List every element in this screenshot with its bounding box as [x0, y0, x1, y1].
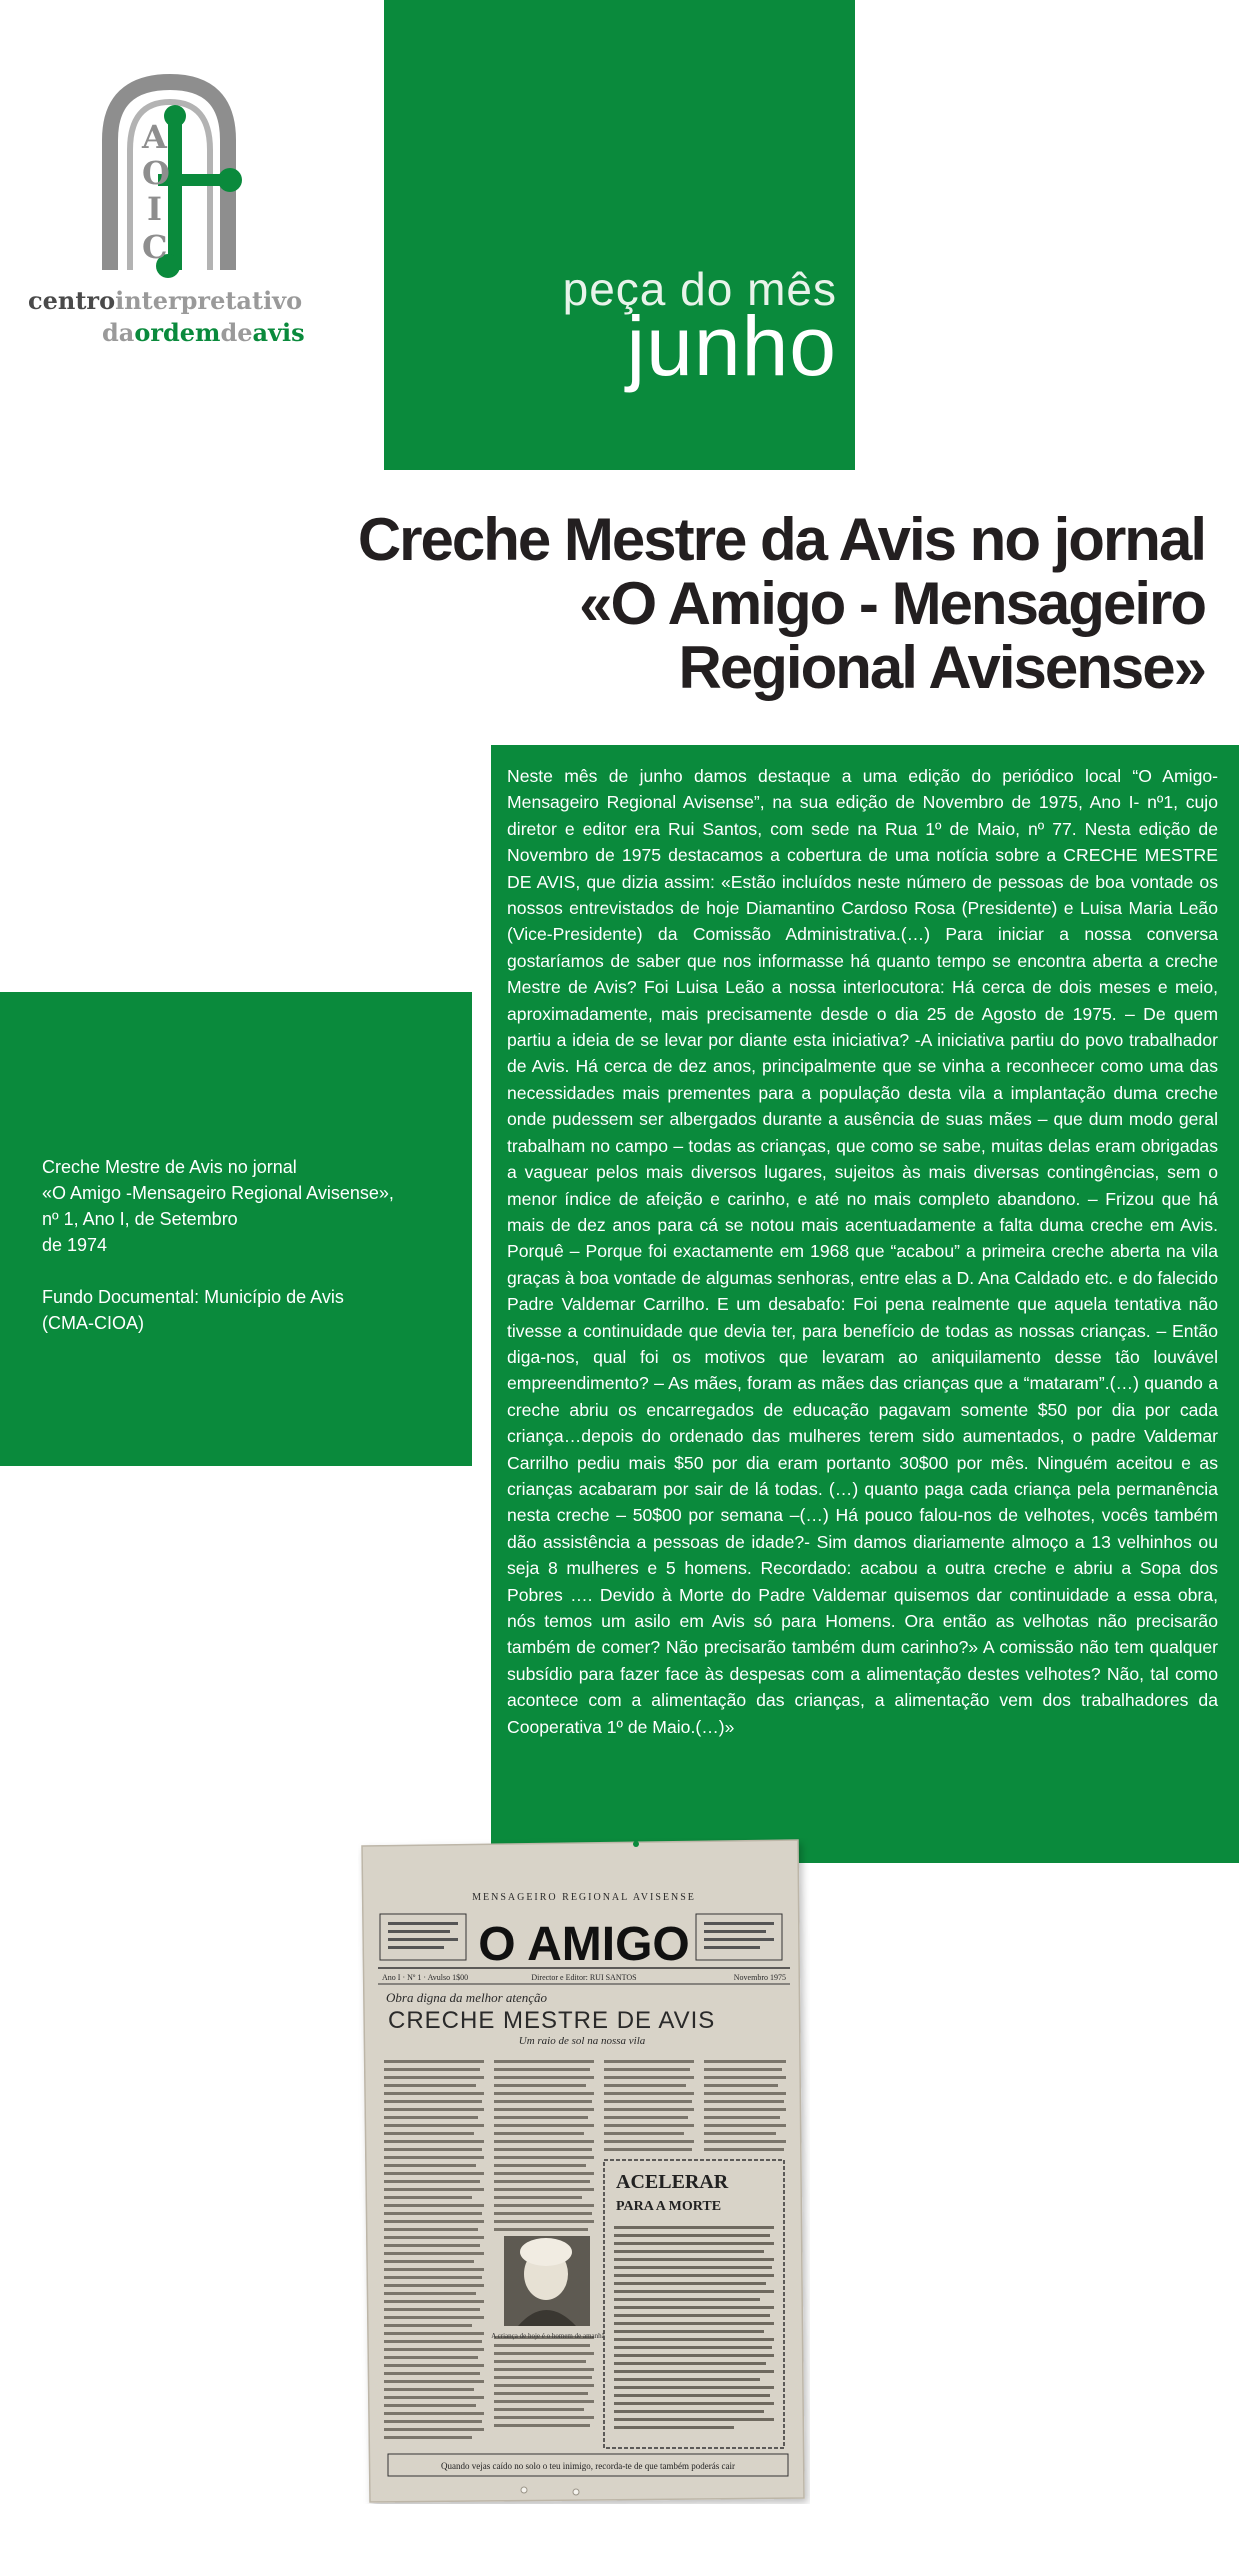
newspaper-headline: CRECHE MESTRE DE AVIS [388, 2007, 716, 2034]
page-title [305, 508, 1205, 700]
newspaper-photo [358, 1838, 810, 2504]
object-caption: Creche Mestre de Avis no jornal «O Amigo -Mensageiro Regional Avisense», nº 1, Ano I, de Setembro de 1974 Fundo Documental: Município de Avis (CMA-CIOA) [42, 1157, 394, 1333]
portrait-caption: A criança de hoje é o homem de amanhã [491, 2332, 605, 2340]
cioa-cross-emblem [20, 70, 350, 286]
logo-wordmark-line2: daordemdeavis [102, 318, 305, 347]
article-body: Neste mês de junho damos destaque a uma edição do periódico local “O Amigo-Mensageiro Regional Avisense”, na sua edição de Novembro de 1975, Ano I- nº1, cujo diretor e editor era Rui Santos, com sede na Rua 1º de Maio, nº 77. Nesta edição de Novembro de 1975 destacamos a cobertura de uma notícia sobre a CRECHE MESTRE DE AVIS, que dizia assim: «Estão incluídos neste número de pessoas de boa vontade os nossos entrevistados de hoje Diamantino Cardoso Rosa (Presidente) e Luisa Maria Leão (Vice-Presidente) da Comissão Administrativa.(…) Para iniciar a nossa conversa gostaríamos de saber que nos informasse há quanto tempo se encontra aberta a creche Mestre de Avis? Foi Luisa Leão a nossa interlocutora: Há cerca de dois meses e meio, aproximadamente, mais precisamente desde o dia 25 de Agosto de 1975. – De quem partiu a ideia de se levar por diante esta iniciativa? -A iniciativa partiu do povo trabalhador de Avis. Há cerca de dez anos, principalmente que se vinha a reconhecer como uma das necessidades mais prementes para a população desta vila a implantação duma creche onde pudessem ser albergados durante a ausência de suas mães – que dum modo geral trabalham no campo – todas as crianças, que como se sabe, muitas delas eram obrigadas a vaguear pelos mais diversos lugares, sujeitos às mais diversas contingências, sem o menor índice de afeição e carinho, e até no mais completo abandono. – Frizou que há mais de dez anos para cá se notou mais acentuadamente a falta duma creche em Avis. Porquê – Porque foi exactamente em 1968 que “acabou” a primeira creche aberta na vila graças à boa vontade de algumas senhoras, entre elas a D. Ana Caldado etc. e do falecido Padre Valdemar Carrilho. E um desabafo: Foi pena realmente que aquela tentativa não tivesse a continuidade que devia ter, para benefício de todas as nossas crianças. – Então diga-nos, qual foi os motivos que levaram ao aniquilamento desse tão louvável empreendimento? – As mães, foram as mães das crianças que a “mataram”.(…) quando a creche abriu os encarregados de educação pagavam somente $50 por dia por cada criança…depois do ordenado das mulheres terem sido aumentados, o padre Valdemar Carrilho pediu mais $50 por dia eram portanto 30$00 por mês. Ninguém aceitou e as crianças acabaram por sair de lá todas. (…) quanto paga cada criança pela permanência nesta creche – 50$00 por semana –(…) Há pouco falou-nos de velhotes, vocês também dão assistência a pessoas de idade?- Sim damos diariamente almoço a 13 velhinhos ou seja 8 mulheres e 5 homens. Recordado: acabou a outra creche e abriu a Sopa dos Pobres …. Devido à Morte do Padre Valdemar quisemos dar continuidade a essa obra, nós temos um asilo em Avis só para Homens. Ora então as velhotas não precisarão também de comer? Não precisarão também dum carinho?» A comissão não tem qualquer subsídio para fazer face às despesas com a alimentação destes velhotes? Não, tal como acontece com a alimentação das crianças, a alimentação vem dos trabalhadores da Cooperativa 1º de Maio.(…)» [507, 766, 1218, 1737]
title-line: Regional Avisense» [678, 634, 1205, 701]
box-title-line1: ACELERAR [616, 2171, 729, 2193]
svg-text:A: A [142, 118, 167, 156]
article-kicker: Obra digna da melhor atenção [386, 1990, 548, 2005]
issue-meta-left: Ano I · Nº 1 · Avulso 1$00 [382, 1973, 469, 1982]
title-line: Creche Mestre da Avis no jornal [357, 506, 1205, 573]
month-label: junho [626, 299, 837, 393]
caption-panel [0, 992, 472, 1466]
svg-text:C: C [142, 228, 168, 266]
header-panel [384, 0, 855, 470]
svg-text:O: O [142, 154, 170, 192]
svg-text:I: I [147, 190, 162, 228]
article-panel [491, 745, 1239, 1863]
issue-meta-right: Novembro 1975 [733, 1973, 786, 1982]
box-title-line2: PARA A MORTE [616, 2199, 722, 2214]
newspaper-deck: Um raio de sol na nossa vila [518, 2035, 646, 2047]
issue-meta-center: Director e Editor: RUI SANTOS [531, 1973, 637, 1982]
masthead: O AMIGO [478, 1918, 690, 1971]
cioa-logo [20, 70, 350, 360]
newspaper-footer-quote: Quando vejas caído no solo o teu inimigo, recorda-te de que também poderás cair [441, 2461, 735, 2471]
piece-of-month-label: peça do mês [562, 263, 837, 315]
masthead-small: MENSAGEIRO REGIONAL AVISENSE [472, 1892, 696, 1903]
logo-wordmark-line1: centrointerpretativo [28, 286, 303, 315]
title-line: «O Amigo - Mensageiro [579, 570, 1205, 637]
newspaper-portrait [504, 2236, 590, 2326]
